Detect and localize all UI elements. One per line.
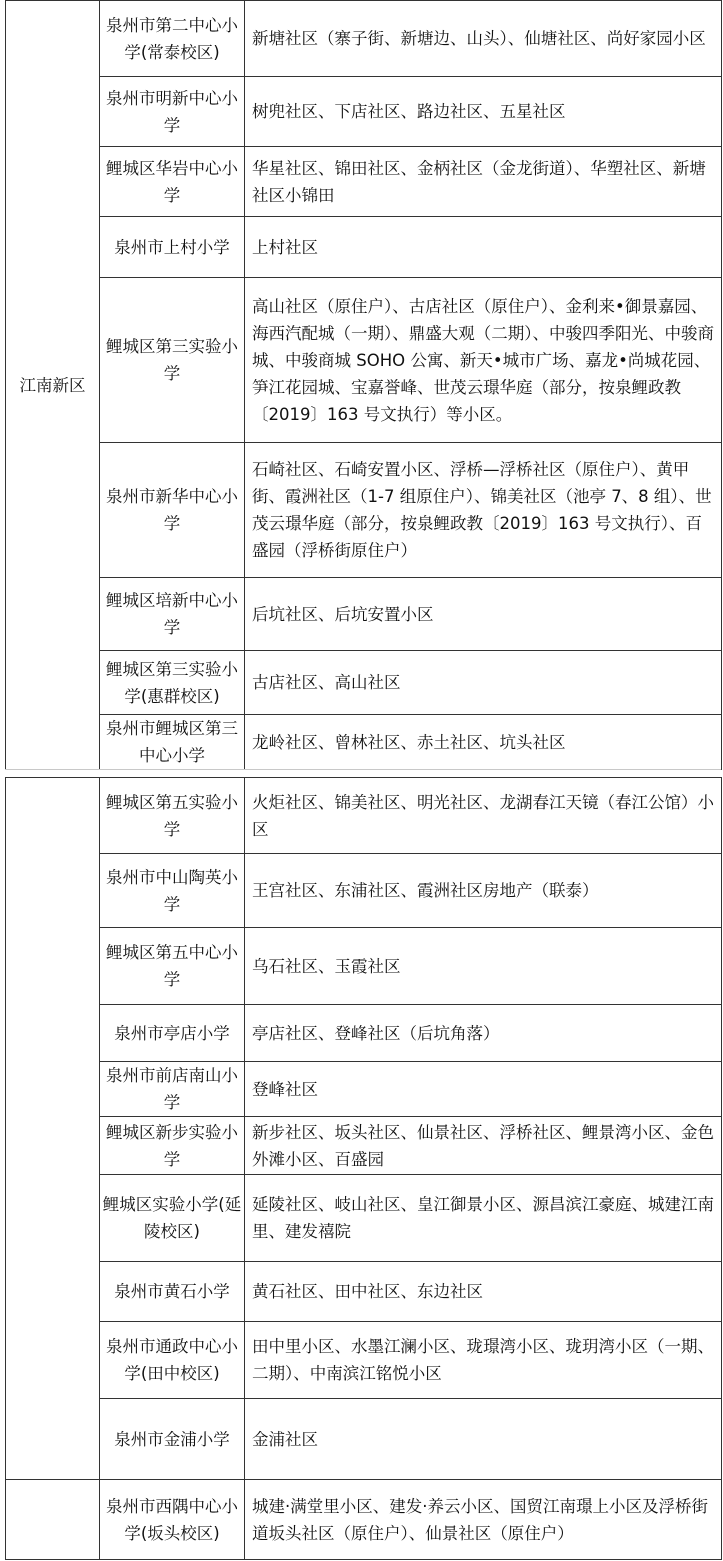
table-row [6, 928, 722, 1005]
district-cell: 江南新区 [6, 1, 100, 770]
table-row [6, 278, 722, 443]
school-name: 泉州市明新中心小学 [100, 77, 245, 147]
school-name: 鲤城区第三实验小学(惠群校区) [100, 651, 245, 715]
school-name: 泉州市前店南山小学 [100, 1062, 245, 1117]
service-area: 古店社区、高山社区 [245, 651, 722, 715]
school-name: 泉州市西隅中心小学(坂头校区) [100, 1480, 245, 1560]
school-name: 泉州市上村小学 [100, 217, 245, 278]
table-row [6, 1, 722, 77]
table-row [6, 147, 722, 217]
service-area: 龙岭社区、曾林社区、赤土社区、坑头社区 [245, 715, 722, 770]
school-name: 鲤城区第五中心小学 [100, 928, 245, 1005]
service-area: 王宫社区、东浦社区、霞洲社区房地产（联泰） [245, 854, 722, 928]
service-area: 后坑社区、后坑安置小区 [245, 578, 722, 651]
enrollment-table-part-2 [5, 777, 722, 1560]
school-name: 鲤城区第三实验小学 [100, 278, 245, 443]
table-row [6, 778, 722, 854]
enrollment-table-part-1 [5, 0, 722, 770]
service-area: 火炬社区、锦美社区、明光社区、龙湖春江天镜（春江公馆）小区 [245, 778, 722, 854]
school-name: 鲤城区实验小学(延陵校区) [100, 1175, 245, 1262]
table-row [6, 1117, 722, 1175]
service-area: 新步社区、坂头社区、仙景社区、浮桥社区、鲤景湾小区、金色外滩小区、百盛园 [245, 1117, 722, 1175]
table-row [6, 651, 722, 715]
page-break-divider [5, 769, 721, 770]
school-name: 鲤城区第五实验小学 [100, 778, 245, 854]
service-area: 城建·满堂里小区、建发·养云小区、国贸江南璟上小区及浮桥街道坂头社区（原住户）、仙景社区（原住户） [245, 1480, 722, 1560]
school-name: 泉州市中山陶英小学 [100, 854, 245, 928]
school-name: 鲤城区华岩中心小学 [100, 147, 245, 217]
table-row [6, 217, 722, 278]
school-name: 泉州市亭店小学 [100, 1005, 245, 1062]
table-row [6, 1175, 722, 1262]
table-row [6, 1399, 722, 1480]
school-name: 鲤城区培新中心小学 [100, 578, 245, 651]
school-name: 鲤城区新步实验小学 [100, 1117, 245, 1175]
table-row [6, 1322, 722, 1399]
school-name: 泉州市通政中心小学(田中校区) [100, 1322, 245, 1399]
table-row [6, 1480, 722, 1560]
table-row [6, 1005, 722, 1062]
school-name: 泉州市第二中心小学(常泰校区) [100, 1, 245, 77]
service-area: 石崎社区、石崎安置小区、浮桥—浮桥社区（原住户）、黄甲街、霞洲社区（1-7 组原住户）、锦美社区（池亭 7、8 组）、世茂云璟华庭（部分，按泉鲤政教〔2019〕163 号文执行）、百盛园（浮桥街原住户） [245, 443, 722, 578]
table-row [6, 1062, 722, 1117]
service-area: 登峰社区 [245, 1062, 722, 1117]
service-area: 黄石社区、田中社区、东边社区 [245, 1262, 722, 1322]
table-row [6, 578, 722, 651]
service-area: 华星社区、锦田社区、金柄社区（金龙街道）、华塑社区、新塘社区小锦田 [245, 147, 722, 217]
service-area: 金浦社区 [245, 1399, 722, 1480]
school-name: 泉州市金浦小学 [100, 1399, 245, 1480]
table-row [6, 854, 722, 928]
service-area: 延陵社区、岐山社区、皇江御景小区、源昌滨江豪庭、城建江南里、建发禧院 [245, 1175, 722, 1262]
service-area: 上村社区 [245, 217, 722, 278]
school-name: 泉州市鲤城区第三中心小学 [100, 715, 245, 770]
service-area: 亭店社区、登峰社区（后坑角落） [245, 1005, 722, 1062]
service-area: 高山社区（原住户）、古店社区（原住户）、金利来•御景嘉园、海西汽配城（一期）、鼎盛大观（二期）、中骏四季阳光、中骏商城、中骏商城 SOHO 公寓、新天•城市广场、嘉龙•尚城花园、笋江花园城、宝嘉誉峰、世茂云璟华庭（部分，按泉鲤政教〔2019〕163 号文执行）等小区。 [245, 278, 722, 443]
table-row [6, 77, 722, 147]
service-area: 树兜社区、下店社区、路边社区、五星社区 [245, 77, 722, 147]
table-row [6, 715, 722, 770]
table-row [6, 443, 722, 578]
district-cell-empty [6, 1480, 100, 1560]
service-area: 田中里小区、水墨江澜小区、珑璟湾小区、珑玥湾小区（一期、二期）、中南滨江铭悦小区 [245, 1322, 722, 1399]
service-area: 新塘社区（寨子街、新塘边、山头）、仙塘社区、尚好家园小区 [245, 1, 722, 77]
table-row [6, 1262, 722, 1322]
school-name: 泉州市新华中心小学 [100, 443, 245, 578]
district-cell [6, 778, 100, 1480]
school-name: 泉州市黄石小学 [100, 1262, 245, 1322]
service-area: 乌石社区、玉霞社区 [245, 928, 722, 1005]
